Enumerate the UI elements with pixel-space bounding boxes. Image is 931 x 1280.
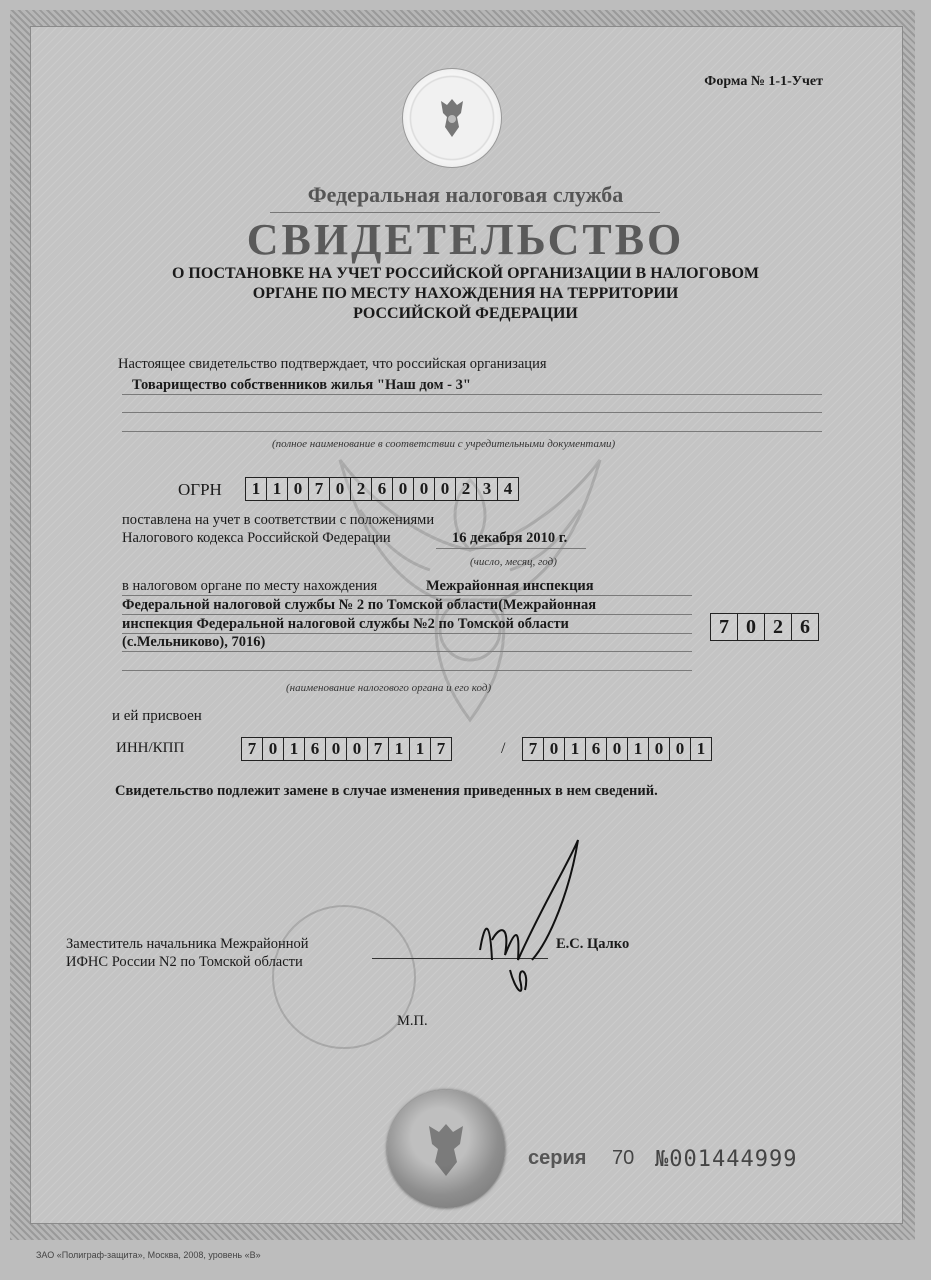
organization-name: Товарищество собственников жилья "Наш дом - 3" [132, 377, 471, 393]
name-line [122, 431, 822, 432]
signatory-name: Е.С. Цалко [556, 936, 630, 952]
ogrn-digit: 2 [350, 477, 372, 501]
authority-code-digit: 6 [791, 613, 819, 641]
intro-text: Настоящее свидетельство подтверждает, что российская организация [118, 356, 547, 372]
form-number: Форма № 1-1-Учет [704, 74, 823, 89]
ogrn-digit: 0 [287, 477, 309, 501]
kpp-digit: 1 [564, 737, 586, 761]
ogrn-digit: 0 [329, 477, 351, 501]
subtitle-line: РОССИЙСКОЙ ФЕДЕРАЦИИ [353, 305, 578, 322]
kpp-digit: 0 [648, 737, 670, 761]
name-caption: (полное наименование в соответствии с учредительными документами) [272, 438, 616, 450]
date-line [436, 548, 586, 549]
tax-authority-line: (с.Мельниково), 7016) [122, 634, 266, 650]
authority-line [122, 670, 692, 671]
ogrn-digit: 6 [371, 477, 393, 501]
date-caption: (число, месяц, год) [470, 556, 557, 568]
authority-code-cells [710, 613, 819, 641]
serial-number: №001444999 [655, 1147, 798, 1172]
inn-digit: 1 [388, 737, 410, 761]
inn-digit: 1 [409, 737, 431, 761]
inn-kpp-separator: / [501, 740, 506, 757]
kpp-digit: 0 [543, 737, 565, 761]
stamp-place: М.П. [397, 1013, 428, 1029]
subtitle-line: ОРГАНЕ ПО МЕСТУ НАХОЖДЕНИЯ НА ТЕРРИТОРИИ [252, 285, 679, 302]
kpp-digit: 0 [606, 737, 628, 761]
printer-note: ЗАО «Полиграф-защита», Москва, 2008, уровень «В» [36, 1250, 261, 1260]
ogrn-digit: 0 [413, 477, 435, 501]
document-subtitle [0, 264, 931, 324]
ogrn-digit: 0 [392, 477, 414, 501]
inn-digit: 0 [346, 737, 368, 761]
inn-digit: 7 [430, 737, 452, 761]
subtitle-line: О ПОСТАНОВКЕ НА УЧЕТ РОССИЙСКОЙ ОРГАНИЗАЦИИ В НАЛОГОВОМ [171, 265, 760, 282]
double-headed-eagle-icon [433, 93, 471, 141]
authority-line [122, 614, 692, 615]
ogrn-digit: 4 [497, 477, 519, 501]
inn-kpp-label: ИНН/КПП [116, 740, 185, 756]
series-label: серия [528, 1147, 587, 1169]
signature-icon [470, 830, 590, 1010]
tax-authority-label: в налоговом органе по месту нахождения [122, 578, 378, 594]
ogrn-digit: 2 [455, 477, 477, 501]
kpp-digit: 6 [585, 737, 607, 761]
tax-authority-line: Федеральной налоговой службы № 2 по Томской области(Межрайонная [122, 597, 597, 613]
authority-caption: (наименование налогового органа и его код) [286, 682, 492, 694]
authority-code-digit: 2 [764, 613, 792, 641]
kpp-digit: 0 [669, 737, 691, 761]
inn-digit: 1 [283, 737, 305, 761]
agency-underline [270, 212, 660, 213]
name-line [122, 412, 822, 413]
ogrn-digit: 1 [266, 477, 288, 501]
kpp-digit: 7 [522, 737, 544, 761]
ogrn-digit: 0 [434, 477, 456, 501]
registered-text-2: Налогового кодекса Российской Федерации [122, 530, 391, 546]
fns-emblem [402, 68, 502, 168]
inn-digit: 7 [367, 737, 389, 761]
inn-digit: 0 [325, 737, 347, 761]
tax-authority-line: Межрайонная инспекция [426, 578, 594, 594]
inn-digit: 7 [241, 737, 263, 761]
document-title: СВИДЕТЕЛЬСТВО [246, 215, 685, 264]
ogrn-cells [245, 477, 519, 501]
ogrn-label: ОГРН [178, 480, 222, 499]
series-value: 70 [612, 1147, 635, 1169]
authority-line [122, 595, 692, 596]
kpp-digit: 1 [627, 737, 649, 761]
ogrn-digit: 7 [308, 477, 330, 501]
ogrn-digit: 1 [245, 477, 267, 501]
replacement-notice: Свидетельство подлежит замене в случае изменения приведенных в нем сведений. [115, 783, 658, 799]
signatory-title-2: ИФНС России N2 по Томской области [66, 954, 303, 970]
kpp-digit: 1 [690, 737, 712, 761]
double-headed-eagle-icon [419, 1116, 473, 1180]
ogrn-digit: 3 [476, 477, 498, 501]
authority-code-digit: 0 [737, 613, 765, 641]
registration-date: 16 декабря 2010 г. [452, 530, 568, 546]
inn-digit: 0 [262, 737, 284, 761]
registered-text-1: поставлена на учет в соответствии с положениями [122, 512, 435, 528]
kpp-cells [522, 737, 712, 761]
authority-code-digit: 7 [710, 613, 738, 641]
assigned-label: и ей присвоен [112, 708, 202, 724]
agency-name: Федеральная налоговая служба [307, 182, 624, 207]
faint-stamp [272, 905, 416, 1049]
inn-cells [241, 737, 452, 761]
holographic-seal [387, 1090, 505, 1208]
name-line [122, 394, 822, 395]
authority-line [122, 651, 692, 652]
inn-digit: 6 [304, 737, 326, 761]
signatory-title-1: Заместитель начальника Межрайонной [66, 936, 309, 952]
tax-authority-line: инспекция Федеральной налоговой службы №2 по Томской области [122, 616, 569, 632]
